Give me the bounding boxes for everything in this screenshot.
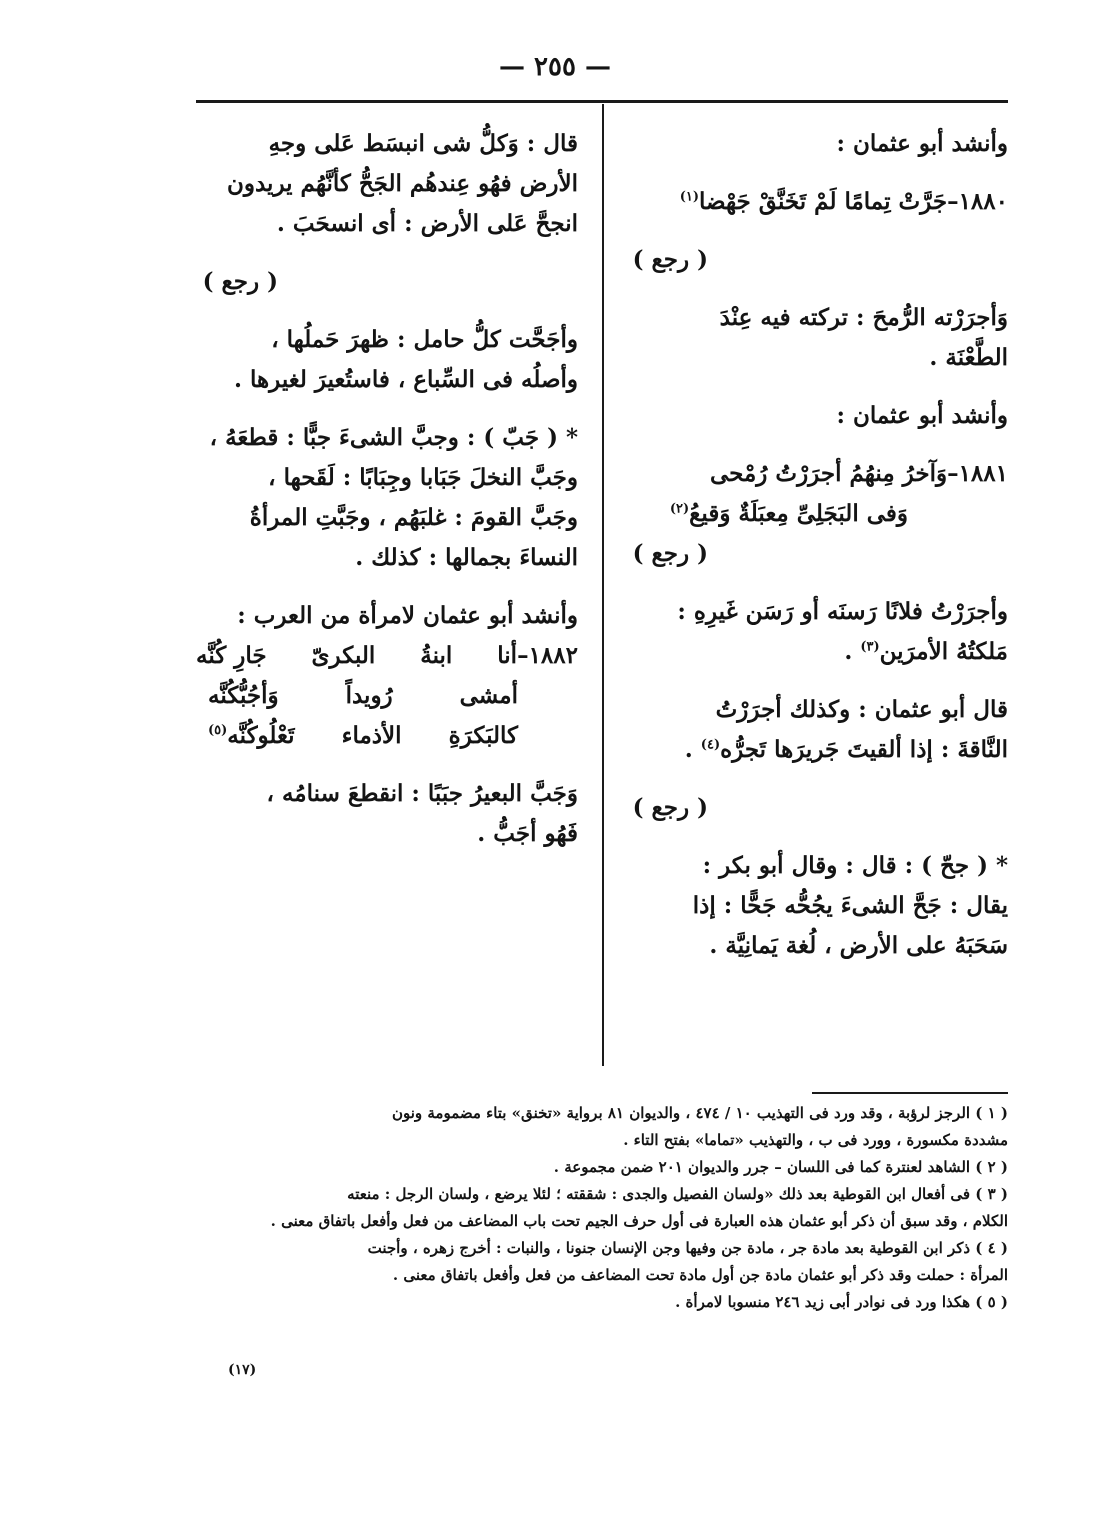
footnote-ref: (٣) bbox=[860, 639, 880, 655]
footnote-line: ( ١ ) الرجز لرؤبة ، وقد ورد فى التهذيب ١٠ / ٤٧٤ ، والديوان ٨١ برواية «تخنق» بتاء مضمومة ونون bbox=[391, 1104, 1008, 1122]
poem-word: الأذماء bbox=[341, 722, 402, 749]
text-line: سَحَبَهُ على الأرض ، لُغة يَمانِيَّة . bbox=[709, 932, 1008, 959]
footnote-rule bbox=[812, 1092, 1008, 1094]
text-line: وأجرَرْتُ فلانًا رَسنَه أو رَسَن غَيرِهِ : bbox=[677, 598, 1008, 625]
text-line: قال : وَكلُّ شى انبسَط عَلى وجهِ bbox=[268, 130, 578, 157]
poem-word: رُويداً bbox=[345, 682, 393, 709]
poem-word: وَأجُبُّكُنَّه bbox=[208, 682, 279, 709]
section-marker: ( رجع ) bbox=[632, 246, 708, 273]
poem-word: البكرىّ bbox=[311, 642, 376, 669]
section-marker: ( رجع ) bbox=[632, 540, 708, 567]
footnote-line: مشددة مكسورة ، وورد فى ب ، والتهذيب «تماما» بفتح التاء . bbox=[623, 1131, 1008, 1149]
right-column bbox=[620, 124, 1008, 966]
text-line: وجَبَّ النخلَ جَبَابا وجِبَابًا : لَقَحها ، bbox=[268, 464, 578, 491]
footnote-ref: (٤) bbox=[700, 737, 721, 753]
poem-word: جَارِ كُنَّه bbox=[196, 642, 267, 669]
text-line bbox=[620, 632, 1008, 672]
verse-text: ١٨٨٠–جَرَّتْ تِمامًا لَمْ تَخَنَّقْ جَهْضا bbox=[698, 188, 1008, 215]
page-number: — ٢٥٥ — bbox=[498, 52, 612, 82]
text-line: وأنشد أبو عثمان : bbox=[836, 130, 1008, 157]
poem-row bbox=[196, 636, 578, 676]
poem-word-text: تَعْلُوكُنَّه bbox=[227, 722, 295, 749]
footnote-line: ( ٢ ) الشاهد لعنترة كما فى اللسان – جرر والديوان ٢٠١ ضمن مجموعة . bbox=[553, 1158, 1008, 1176]
text-line: وَجَبَّ البعيرُ جبَبًا : انقطعَ سنامُه ، bbox=[266, 780, 578, 807]
text-fragment: . bbox=[684, 736, 693, 763]
footnote-line: ( ٣ ) فى أفعال ابن القوطية بعد ذلك «ولسان الفصيل والجدى : شققته ؛ لئلا يرضع ، ولسان الرجل : منعته bbox=[347, 1185, 1008, 1203]
text-line: الأرض فهُو عِندهُم الجَحُّ كأنَّهُم يريدون bbox=[226, 170, 578, 197]
verse-line bbox=[620, 182, 1008, 222]
verse-line: ١٨٨١–وَآخرُ مِنهُمُ أجرَرْتُ رُمْحى bbox=[709, 460, 1008, 487]
left-column bbox=[196, 124, 578, 854]
footnote-line: الكلام ، وقد سبق أن ذكر أبو عثمان هذه العبارة فى أول حرف الجيم تحت باب المضاعف من فعل وأفعل باتفاق معنى . bbox=[270, 1212, 1008, 1230]
poem-word: ١٨٨٢–أنا bbox=[497, 642, 578, 669]
section-marker: ( رجع ) bbox=[202, 268, 278, 295]
text-line: قال أبو عثمان : وكذلك أجرَرْتُ bbox=[715, 696, 1008, 723]
verse-line bbox=[620, 494, 1008, 534]
text-line: وأجَحَّت كلُّ حامل : ظهرَ حَملُها ، bbox=[271, 326, 578, 353]
text-line: فَهُو أجَبُّ . bbox=[477, 820, 578, 847]
footnote-line: ( ٥ ) هكذا ورد فى نوادر أبى زيد ٢٤٦ منسوبا لامرأة . bbox=[675, 1293, 1008, 1311]
text-line: وأصلُه فى السِّباع ، فاستُعيرَ لغيرها . bbox=[233, 366, 578, 393]
text-line: وَأجرَرْته الرُّمحَ : تركته فيه عِنْدَ bbox=[719, 304, 1008, 331]
poem-word: ابنةُ bbox=[420, 642, 453, 669]
footnotes bbox=[236, 1100, 1008, 1316]
footnote-ref: (١) bbox=[679, 189, 699, 205]
poem-word: أمشى bbox=[459, 682, 518, 709]
top-rule bbox=[196, 100, 1008, 103]
column-divider bbox=[602, 104, 604, 1066]
text-line: النساءَ بجمالها : كذلك . bbox=[355, 544, 578, 571]
text-line: انجحَّ عَلى الأرض : أى انسحَبَ . bbox=[276, 210, 578, 237]
text-line: وجَبَّ القومَ : غلبَهُم ، وجَبَّتِ المرأةُ bbox=[249, 504, 578, 531]
verse-text: وَفى البَجَلِىِّ مِعبَلَةٌ وَقيعُ bbox=[689, 500, 908, 527]
footnote-line: المرأة : حملت وقد ذكر أبو عثمان مادة جن أول مادة تحت المضاعف من فعل وأفعل باتفاق معنى . bbox=[392, 1266, 1008, 1284]
text-line bbox=[620, 730, 1008, 770]
poem-row bbox=[196, 716, 578, 756]
text-line: وأنشد أبو عثمان لامرأة من العرب : bbox=[237, 602, 578, 629]
section-marker: ( رجع ) bbox=[632, 794, 708, 821]
text-line: الطَّعْنَة . bbox=[929, 344, 1008, 371]
footnote-ref: (٢) bbox=[669, 501, 690, 517]
text-fragment: . bbox=[844, 638, 853, 665]
poem-word: تَعْلُوكُنَّه(٥) bbox=[208, 716, 295, 756]
text-line: * ( جَبّ ) : وجبَّ الشىءَ جبًّا : قطعَهُ ، bbox=[209, 424, 578, 451]
text-fragment: مَلكتُهُ الأمرَين bbox=[879, 638, 1008, 665]
poem-row bbox=[196, 676, 578, 716]
text-line: * ( جحّ ) : قال : وقال أبو بكر : bbox=[702, 852, 1008, 879]
text-fragment: النَّاقةَ : إذا ألقيتَ جَريرَها تَجرُّه bbox=[720, 736, 1008, 763]
text-line: وأنشد أبو عثمان : bbox=[836, 402, 1008, 429]
text-line: يقال : جَحَّ الشىءَ يجُحُّه جَحًّا : إذا bbox=[692, 892, 1008, 919]
poem-word: كالبَكرَةِ bbox=[448, 722, 518, 749]
footnote-line: ( ٤ ) ذكر ابن القوطية بعد مادة جر ، مادة جن وفيها وجن الإنسان جنونا ، والنبات : أخرج زهره ، وأجنت bbox=[367, 1239, 1008, 1257]
signature-mark: (١٧) bbox=[228, 1362, 257, 1378]
